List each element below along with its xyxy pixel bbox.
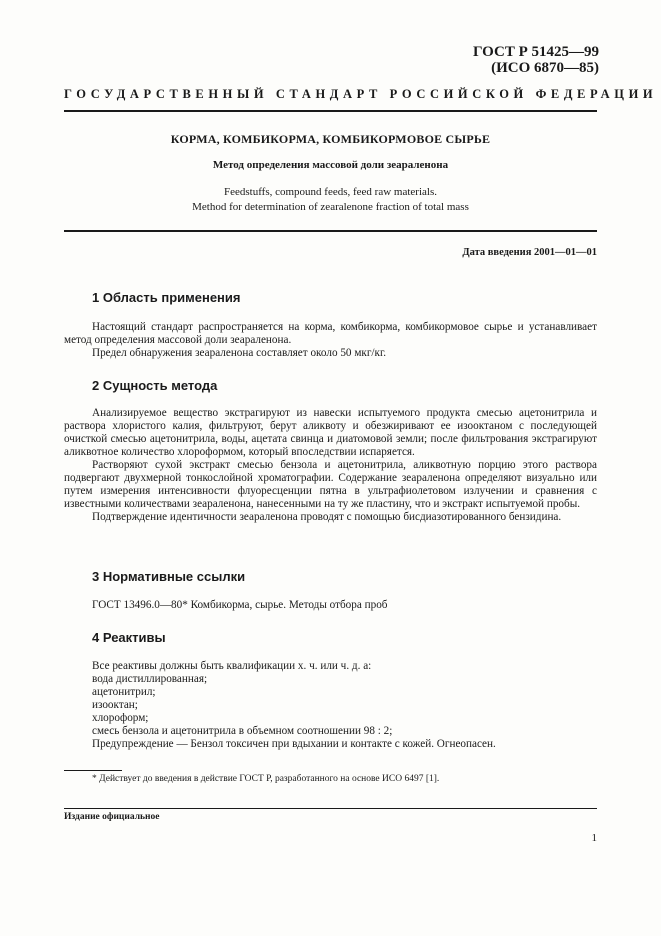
document-number (473, 44, 599, 76)
top-rule (64, 110, 597, 112)
introduction-date: Дата введения 2001—01—01 (462, 247, 597, 258)
english-title-line2: Method for determination of zearalenone fraction of total mass (192, 201, 469, 213)
footnote-rule (64, 770, 122, 771)
warning-line: Предупреждение — Бензол токсичен при вдыхании и контакте с кожей. Огнеопасен. (92, 738, 496, 750)
section-1-heading: 1 Область применения (92, 290, 241, 305)
paragraph: Растворяют сухой экстракт смесью бензола и ацетонитрила, аликвотную порцию этого раствора подвергают двухмерной тонкослойной хроматографии. Содержание зеараленона определяют визуально или путем измерения интенсивности флуоресценции пятна в ультрафиолетовом излучении и сравнения с известными количествами зеараленона, нанесенными на ту же пластину, что и экстракт испытуемой пробы. (64, 459, 597, 510)
list-item: смесь бензола и ацетонитрила в объемном соотношении 98 : 2; (92, 725, 393, 737)
list-item: изооктан; (92, 699, 138, 711)
english-title-line1: Feedstuffs, compound feeds, feed raw materials. (223, 186, 437, 198)
standard-title: КОРМА, КОМБИКОРМА, КОМБИКОРМОВОЕ СЫРЬЕ (170, 132, 491, 146)
footnote: * Действует до введения в действие ГОСТ Р, разработанного на основе ИСО 6497 [1]. (92, 774, 440, 784)
paragraph: Предел обнаружения зеараленона составляет около 50 мкг/кг. (92, 347, 387, 359)
english-title (64, 185, 597, 215)
section-2-heading: 2 Сущность метода (92, 378, 218, 393)
section-2-body (64, 407, 597, 524)
section-3-body (92, 599, 597, 612)
section-4-heading: 4 Реактивы (92, 630, 166, 645)
section-3-heading: 3 Нормативные ссылки (92, 569, 246, 584)
list-item: вода дистиллированная; (92, 673, 208, 685)
list-item: ацетонитрил; (92, 686, 156, 698)
list-item: хлороформ; (92, 712, 149, 724)
reagents-list (92, 660, 597, 751)
standard-subtitle: Метод определения массовой доли зеараленона (212, 159, 449, 171)
state-standard-title: ГОСУДАРСТВЕННЫЙ СТАНДАРТ РОССИЙСКОЙ ФЕДЕРАЦИИ (64, 87, 658, 101)
list-item: Все реактивы должны быть квалификации х. ч. или ч. д. а: (92, 660, 372, 672)
paragraph: Настоящий стандарт распространяется на корма, комбикорма, комбикормовое сырье и устанавливает метод определения массовой доли зеараленона. (64, 321, 597, 346)
title-rule (64, 230, 597, 232)
official-edition-label: Издание официальное (64, 812, 160, 822)
paragraph: Анализируемое вещество экстрагируют из навески испытуемого продукта смесью ацетонитрила и раствора хлористого калия, фильтруют, берут аликвоту и обезжиривают ее изооктаном с последующей очисткой смесью ацетонитрила, воды, ацетата свинца и диатомовой земли; после фильтрования экстрагируют аликвотное количество хлороформом, который впоследствии испаряется. (64, 407, 597, 458)
bottom-rule (64, 808, 597, 809)
paragraph: Подтверждение идентичности зеараленона проводят с помощью бисдиазотированного бензидина. (92, 511, 562, 523)
section-1-body (64, 321, 597, 360)
doc-number-iso: (ИСО 6870—85) (491, 60, 599, 76)
normative-reference: ГОСТ 13496.0—80* Комбикорма, сырье. Методы отбора проб (92, 599, 388, 611)
doc-number-gost: ГОСТ Р 51425—99 (472, 44, 599, 60)
page-number: 1 (591, 832, 597, 844)
